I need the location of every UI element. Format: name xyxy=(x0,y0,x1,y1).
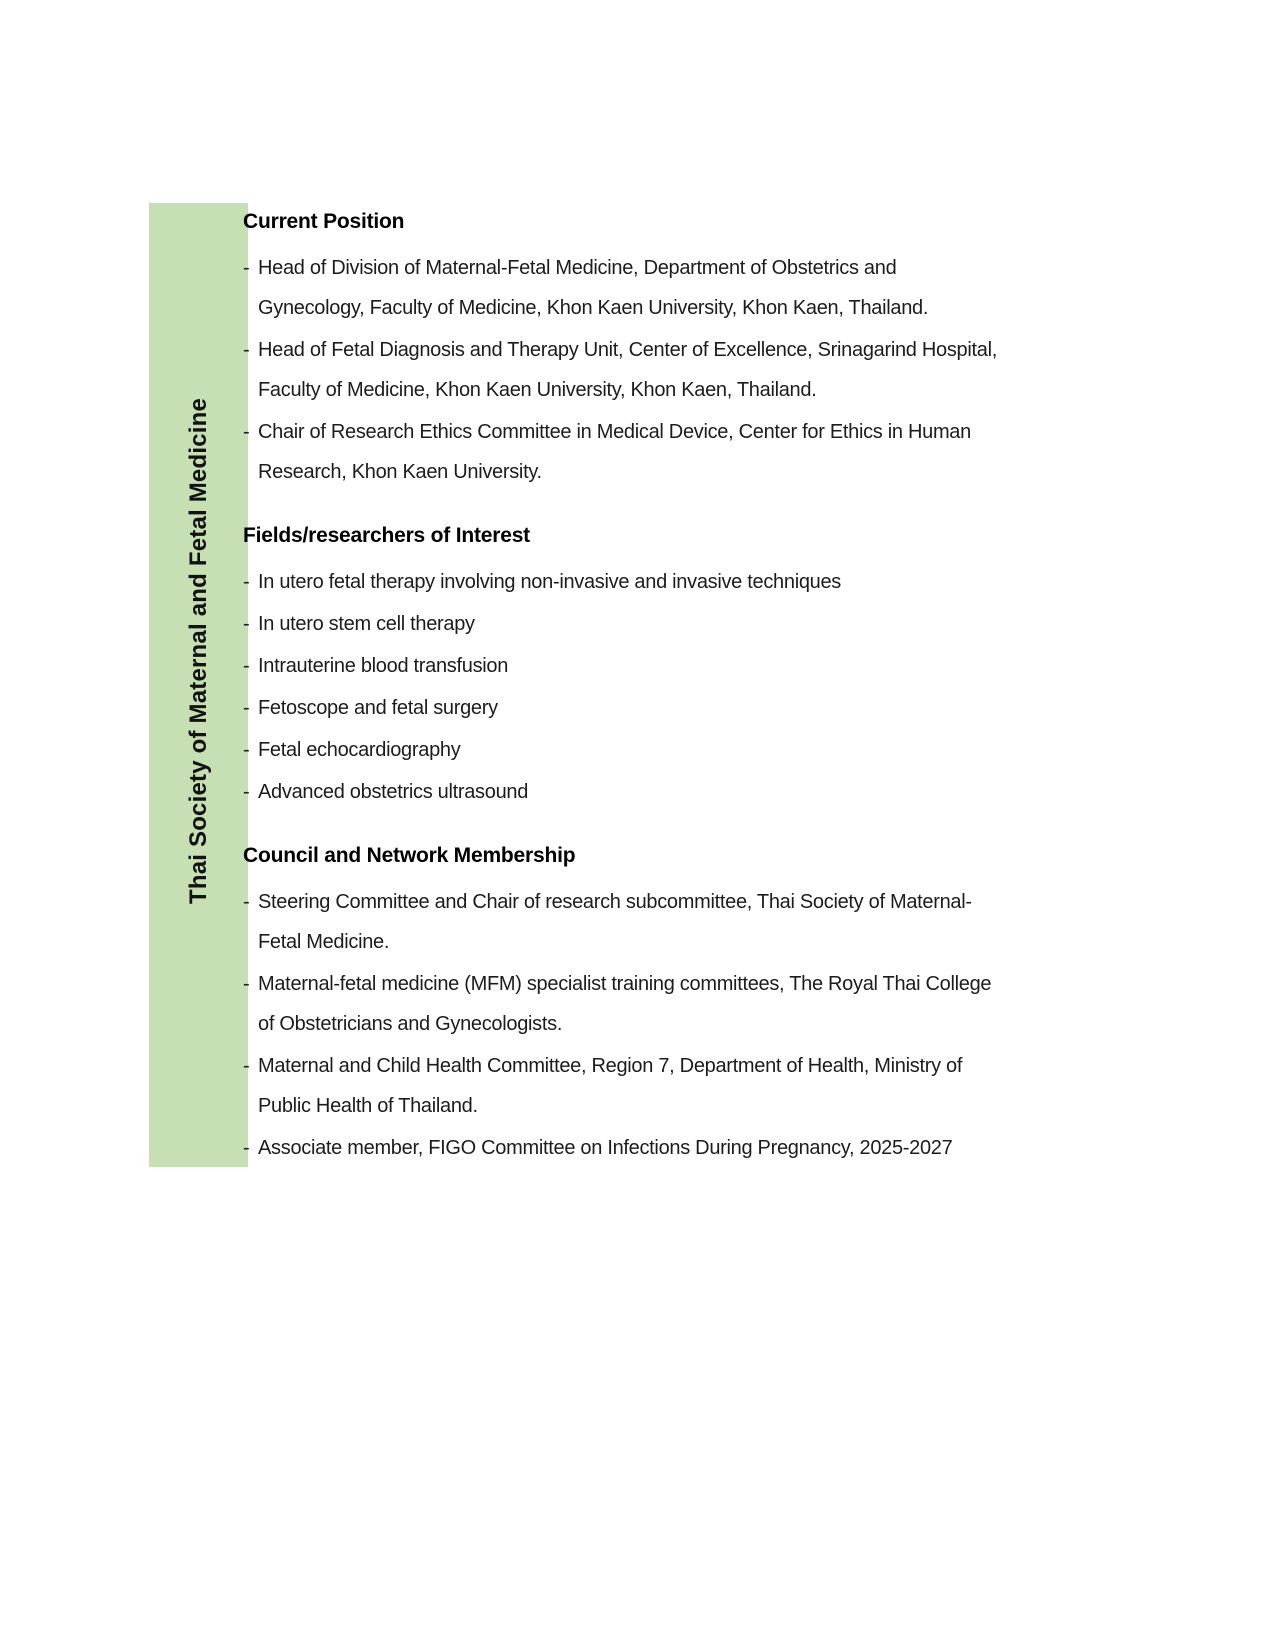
item-line: Steering Committee and Chair of research subcommittee, Thai Society of Maternal- xyxy=(258,891,972,913)
item-text xyxy=(258,562,841,602)
item-text xyxy=(258,248,928,328)
section-heading: Current Position xyxy=(243,210,405,233)
sidebar-banner xyxy=(149,203,248,1167)
section-council-and-network-membership xyxy=(243,836,1123,1168)
section-heading: Council and Network Membership xyxy=(243,844,576,867)
list-item xyxy=(243,330,1123,410)
bullet-dash: - xyxy=(243,339,250,361)
list-item xyxy=(243,646,1123,686)
item-text xyxy=(258,730,460,770)
bullet-dash: - xyxy=(243,257,250,279)
item-line: In utero fetal therapy involving non-invasive and invasive techniques xyxy=(258,571,842,593)
list-item xyxy=(243,248,1123,328)
item-text xyxy=(258,412,971,492)
item-line: of Obstetricians and Gynecologists. xyxy=(258,1013,563,1035)
list-item xyxy=(243,730,1123,770)
bullet-dash: - xyxy=(243,973,250,995)
item-line: Maternal-fetal medicine (MFM) specialist training committees, The Royal Thai College xyxy=(258,973,992,995)
item-text xyxy=(258,604,475,644)
bullet-dash: - xyxy=(243,739,250,761)
list-item xyxy=(243,412,1123,492)
item-line: Head of Division of Maternal-Fetal Medicine, Department of Obstetrics and xyxy=(258,257,897,279)
sidebar-title: Thai Society of Maternal and Fetal Medicine xyxy=(184,398,212,905)
item-line: Fetal echocardiography xyxy=(258,739,461,761)
section-fields-researchers-of-interest xyxy=(243,516,1123,812)
item-line: Intrauterine blood transfusion xyxy=(258,655,509,677)
list-item xyxy=(243,882,1123,962)
section-heading: Fields/researchers of Interest xyxy=(243,524,530,547)
bullet-dash: - xyxy=(243,891,250,913)
bullet-dash: - xyxy=(243,1137,250,1159)
item-text xyxy=(258,964,991,1044)
bullet-dash: - xyxy=(243,421,250,443)
list-item xyxy=(243,1128,1123,1168)
list-item xyxy=(243,604,1123,644)
item-text xyxy=(258,330,997,410)
list-item xyxy=(243,964,1123,1044)
item-line: Maternal and Child Health Committee, Region 7, Department of Health, Ministry of xyxy=(258,1055,963,1077)
item-line: Gynecology, Faculty of Medicine, Khon Kaen University, Khon Kaen, Thailand. xyxy=(258,297,929,319)
section-current-position xyxy=(243,202,1123,492)
content-area xyxy=(243,202,1123,1170)
item-line: In utero stem cell therapy xyxy=(258,613,475,635)
item-line: Faculty of Medicine, Khon Kaen University, Khon Kaen, Thailand. xyxy=(258,379,817,401)
item-line: Public Health of Thailand. xyxy=(258,1095,478,1117)
item-line: Chair of Research Ethics Committee in Medical Device, Center for Ethics in Human xyxy=(258,421,971,443)
item-line: Fetal Medicine. xyxy=(258,931,390,953)
item-line: Associate member, FIGO Committee on Infections During Pregnancy, 2025-2027 xyxy=(258,1137,953,1159)
item-text xyxy=(258,688,498,728)
list-item xyxy=(243,562,1123,602)
bullet-dash: - xyxy=(243,1055,250,1077)
item-text xyxy=(258,1128,952,1168)
item-line: Head of Fetal Diagnosis and Therapy Unit, Center of Excellence, Srinagarind Hospital, xyxy=(258,339,997,361)
item-text xyxy=(258,646,508,686)
list-item xyxy=(243,772,1123,812)
bullet-dash: - xyxy=(243,781,250,803)
bullet-dash: - xyxy=(243,655,250,677)
bullet-dash: - xyxy=(243,571,250,593)
list-item xyxy=(243,1046,1123,1126)
item-line: Fetoscope and fetal surgery xyxy=(258,697,498,719)
item-text xyxy=(258,882,972,962)
bullet-dash: - xyxy=(243,697,250,719)
item-line: Research, Khon Kaen University. xyxy=(258,461,542,483)
list-item xyxy=(243,688,1123,728)
item-text xyxy=(258,772,528,812)
bullet-dash: - xyxy=(243,613,250,635)
item-text xyxy=(258,1046,962,1126)
item-line: Advanced obstetrics ultrasound xyxy=(258,781,529,803)
